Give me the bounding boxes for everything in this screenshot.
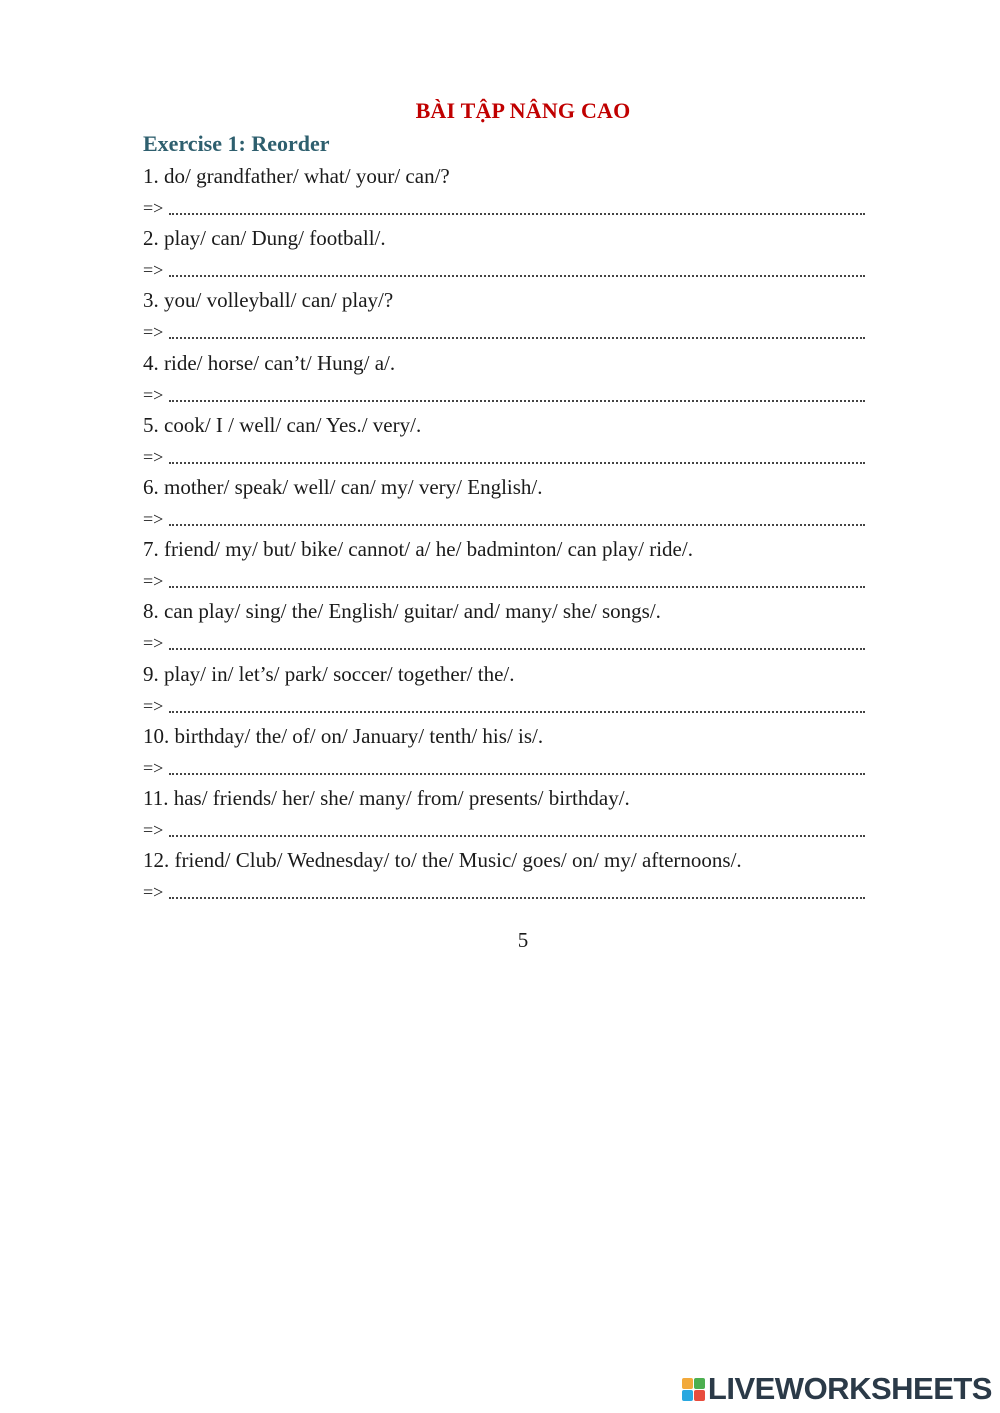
exercise-item (143, 535, 865, 597)
exercise-prompt: 11. has/ friends/ her/ she/ many/ from/ presents/ birthday/. (143, 785, 630, 810)
answer-line[interactable] (143, 505, 865, 533)
answer-prefix: => (143, 322, 164, 343)
answer-line[interactable] (143, 381, 865, 409)
answer-line[interactable] (143, 816, 865, 844)
exercise-item (143, 473, 865, 535)
exercise-item (143, 846, 865, 908)
exercise-prompt: 5. cook/ I / well/ can/ Yes./ very/. (143, 412, 422, 437)
exercise-item (143, 162, 865, 224)
exercise-item (143, 349, 865, 411)
answer-prefix: => (143, 882, 164, 903)
answer-line[interactable] (143, 567, 865, 595)
logo-square-3 (682, 1390, 693, 1401)
exercise-item (143, 597, 865, 659)
answer-prefix: => (143, 633, 164, 654)
exercise-prompt: 7. friend/ my/ but/ bike/ cannot/ a/ he/ badminton/ can play/ ride/. (143, 537, 693, 562)
answer-prefix: => (143, 695, 164, 716)
answer-line[interactable] (143, 878, 865, 906)
exercise-prompt: 6. mother/ speak/ well/ can/ my/ very/ English/. (143, 474, 543, 499)
watermark-text: LIVEWORKSHEETS (707, 1371, 992, 1406)
exercise-heading: Exercise 1: Reorder (143, 131, 330, 156)
exercise-item (143, 784, 865, 846)
exercise-item (143, 286, 865, 348)
page-title: BÀI TẬP NÂNG CAO (415, 98, 631, 123)
answer-line[interactable] (143, 318, 865, 346)
logo-square-4 (694, 1390, 705, 1401)
exercise-prompt: 4. ride/ horse/ can’t/ Hung/ a/. (143, 350, 396, 375)
answer-prefix: => (143, 446, 164, 467)
liveworksheets-logo-icon (682, 1378, 705, 1401)
answer-line[interactable] (143, 194, 865, 222)
answer-line[interactable] (143, 256, 865, 284)
answer-line[interactable] (143, 754, 865, 782)
exercise-prompt: 8. can play/ sing/ the/ English/ guitar/ and/ many/ she/ songs/. (143, 599, 661, 624)
logo-square-1 (682, 1378, 693, 1389)
exercise-prompt: 3. you/ volleyball/ can/ play/? (143, 288, 394, 313)
answer-line[interactable] (143, 692, 865, 720)
answer-line[interactable] (143, 443, 865, 471)
answer-line[interactable] (143, 629, 865, 657)
answer-prefix: => (143, 198, 164, 218)
exercise-prompt: 2. play/ can/ Dung/ football/. (143, 226, 386, 251)
answer-prefix: => (143, 819, 164, 840)
exercise-list (143, 162, 865, 908)
exercise-prompt: 9. play/ in/ let’s/ park/ soccer/ together/ the/. (143, 661, 515, 686)
exercise-item (143, 224, 865, 286)
answer-prefix: => (143, 757, 164, 778)
answer-prefix: => (143, 508, 164, 529)
answer-prefix: => (143, 384, 164, 405)
exercise-prompt: 10. birthday/ the/ of/ on/ January/ tenth/ his/ is/. (143, 723, 544, 748)
answer-prefix: => (143, 260, 164, 281)
exercise-prompt: 1. do/ grandfather/ what/ your/ can/? (143, 164, 450, 188)
exercise-item (143, 660, 865, 722)
exercise-prompt: 12. friend/ Club/ Wednesday/ to/ the/ Music/ goes/ on/ my/ afternoons/. (143, 848, 742, 873)
exercise-item (143, 722, 865, 784)
answer-prefix: => (143, 571, 164, 592)
liveworksheets-watermark (682, 1371, 992, 1407)
exercise-item (143, 411, 865, 473)
logo-square-2 (694, 1378, 705, 1389)
page-number: 5 (517, 928, 529, 952)
